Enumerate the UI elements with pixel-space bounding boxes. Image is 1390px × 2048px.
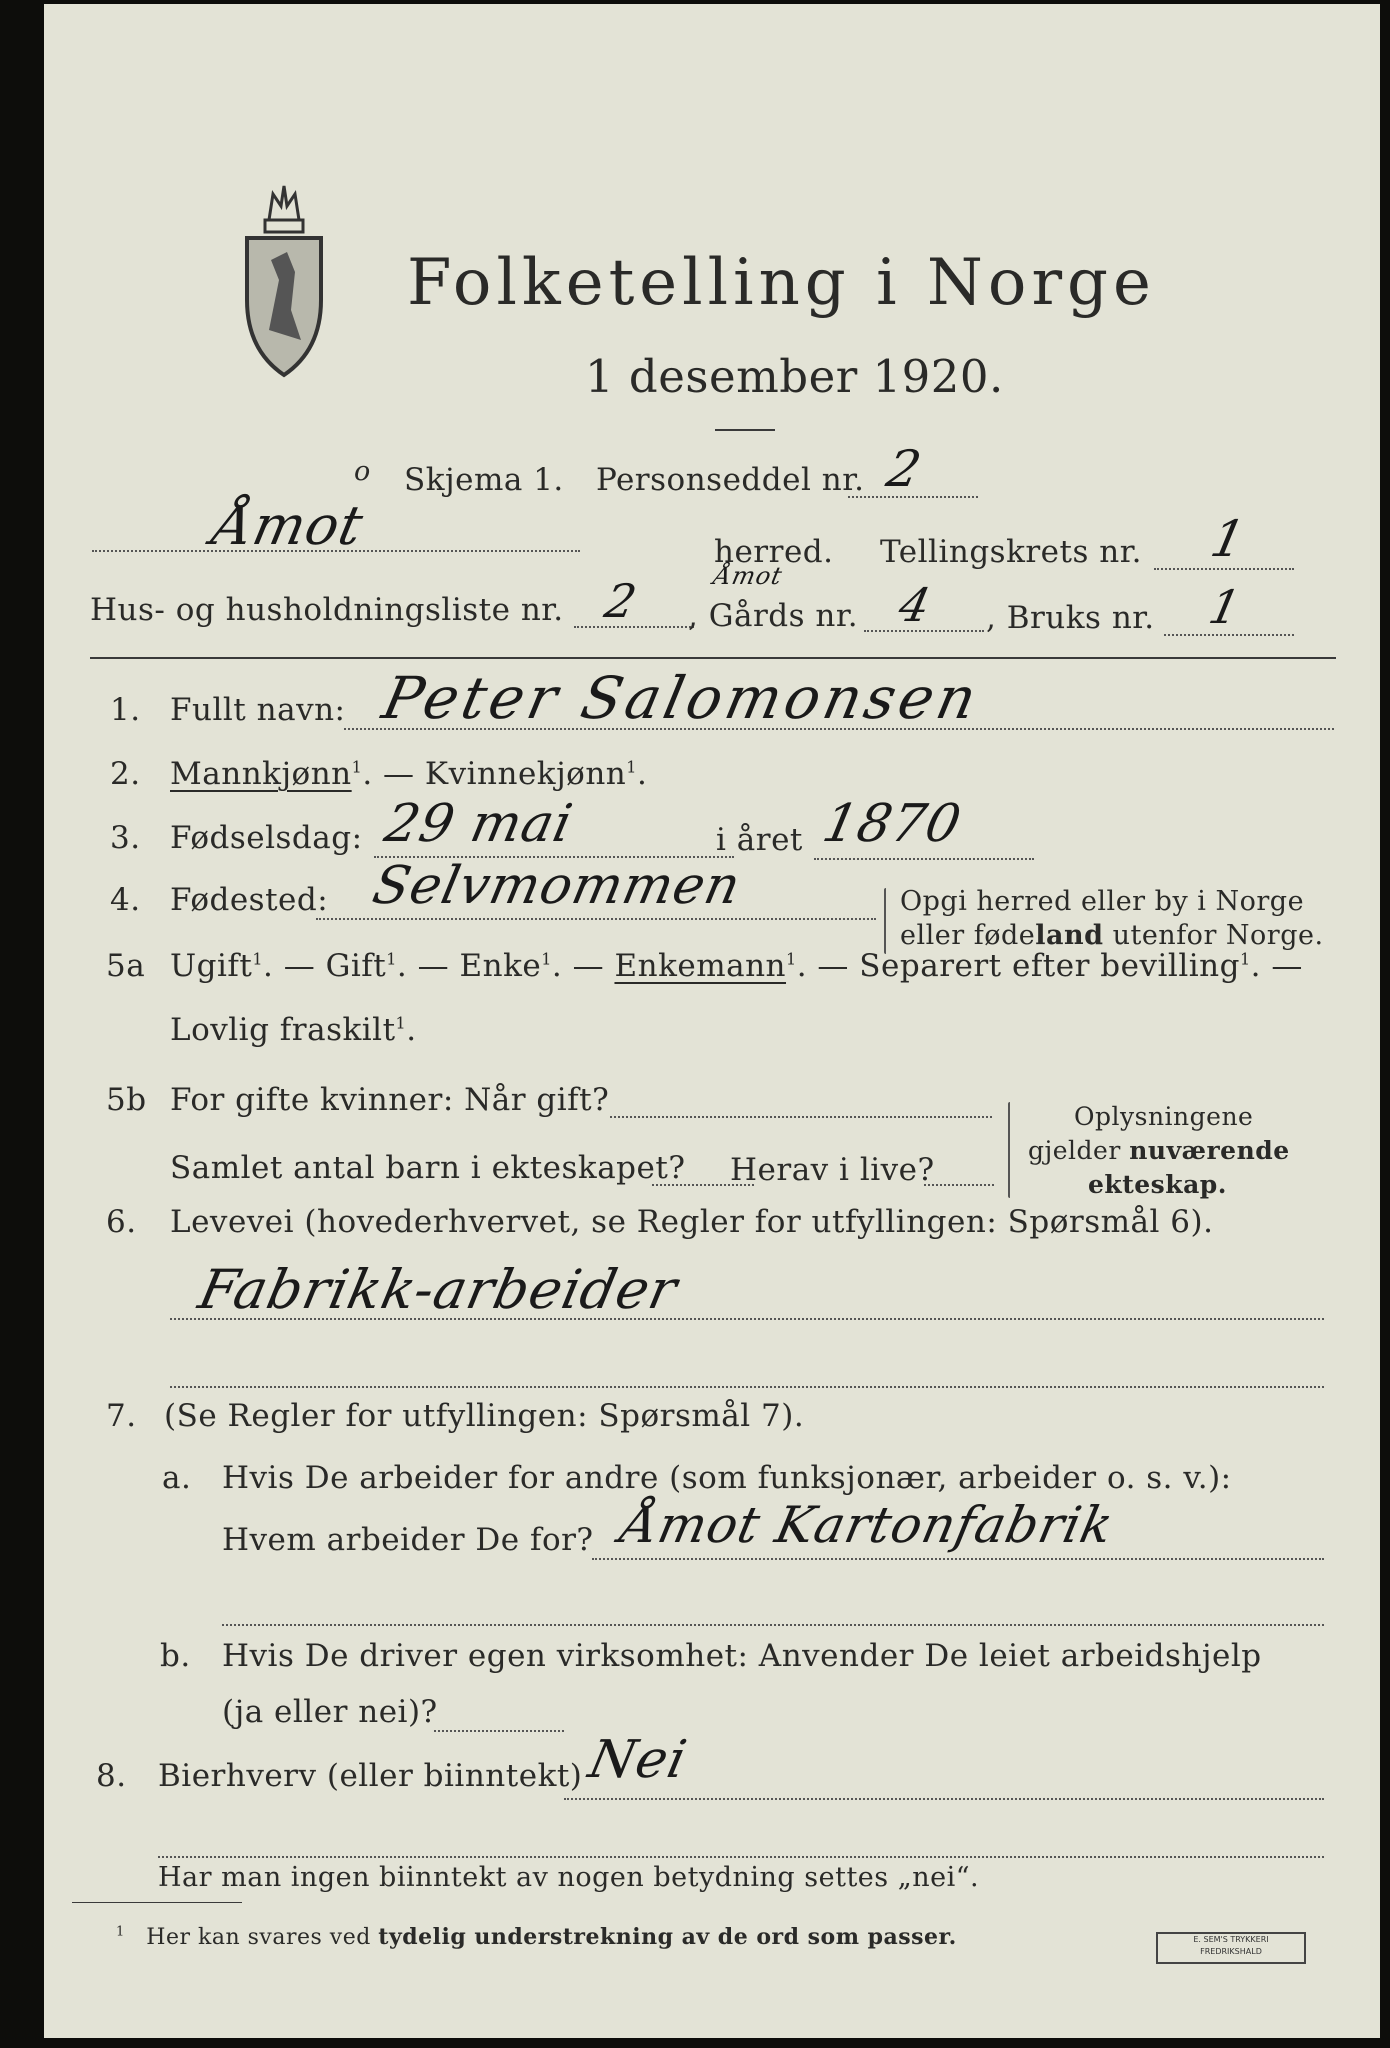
header-divider (90, 657, 1336, 659)
herred-label: herred. (714, 534, 834, 570)
footnote-divider (72, 1902, 242, 1903)
census-form (44, 4, 1380, 2038)
gards-label: , Gårds nr. (688, 598, 859, 634)
q6-label: Levevei (hovederhvervet, se Regler for utfyllingen: Spørsmål 6). (170, 1204, 1214, 1240)
herred-value: Åmot (207, 494, 370, 557)
q6-value: Fabrikk-arbeider (193, 1258, 684, 1321)
printer-stamp: E. SEM'S TRYKKERI FREDRIKSHALD (1156, 1932, 1306, 1964)
q8-label: Bierhverv (eller biinntekt) (158, 1758, 583, 1794)
skjema-prefix: o (354, 456, 371, 487)
q4-note-line2: eller fødeland utenfor Norge. (900, 920, 1324, 951)
q5a-fraskilt-line: Lovlig fraskilt$^1$. (170, 1012, 417, 1048)
coat-of-arms-icon (239, 180, 329, 380)
q2-options: Mannkjønn$^1$. — Kvinnekjønn$^1$. (170, 756, 648, 792)
q7b-field[interactable] (434, 1730, 564, 1732)
tellingskrets-value: 1 (1205, 510, 1251, 568)
q5b-note-brace (1008, 1102, 1010, 1198)
q7-number: 7. (106, 1398, 137, 1434)
q5b-married-field[interactable] (610, 1116, 992, 1118)
bruks-value: 1 (1204, 580, 1247, 634)
q5a-fraskilt-option[interactable]: Lovlig fraskilt (170, 1012, 396, 1048)
q1-value: Peter Salomonsen (376, 664, 987, 732)
bruks-field[interactable] (1164, 634, 1294, 636)
q4-note-brace (884, 888, 886, 954)
q7a-field-1[interactable] (592, 1558, 1324, 1560)
q7-label: (Se Regler for utfyllingen: Spørsmål 7). (164, 1398, 805, 1434)
q5b-line1: For gifte kvinner: Når gift? (170, 1082, 610, 1118)
q3-year-label: i året (716, 822, 803, 858)
q5a-ugift-option[interactable]: Ugift (170, 948, 253, 984)
q3-number: 3. (110, 820, 141, 856)
q6-number: 6. (106, 1204, 137, 1240)
q4-number: 4. (110, 882, 141, 918)
skjema-label: Skjema 1. (404, 462, 564, 498)
q5b-number: 5b (106, 1082, 147, 1118)
q3-label: Fødselsdag: (170, 820, 363, 856)
q5b-note-line2: gjelder nuværende (1028, 1136, 1290, 1165)
q5b-note-line1: Oplysningene (1074, 1102, 1254, 1131)
q5b-alive-field[interactable] (924, 1184, 994, 1186)
q7a-field-2[interactable] (222, 1624, 1324, 1626)
q1-label: Fullt navn: (170, 692, 346, 728)
q5b-line2b: Herav i live? (730, 1152, 935, 1188)
q2-number: 2. (110, 756, 141, 792)
personseddel-label: Personseddel nr. (596, 462, 865, 498)
q4-label: Fødested: (170, 882, 329, 918)
q4-field[interactable] (316, 918, 876, 920)
q3-year-value: 1870 (817, 794, 967, 854)
q8-field-2[interactable] (158, 1856, 1324, 1858)
q5a-enkemann-option[interactable]: Enkemann (614, 948, 787, 984)
gards-value: 4 (894, 578, 937, 632)
hus-label: Hus- og husholdningsliste nr. (90, 592, 564, 628)
q2-male-option[interactable]: Mannkjønn (170, 756, 352, 792)
q8-number: 8. (96, 1758, 127, 1794)
q1-number: 1. (110, 692, 141, 728)
title-divider (715, 429, 775, 431)
q7a-value: Åmot Kartonfabrik (615, 1496, 1119, 1554)
q7a-number: a. (162, 1460, 192, 1496)
q5b-note-line3: ekteskap. (1088, 1170, 1227, 1199)
gards-annotation: Åmot (711, 562, 786, 590)
q8-field-1[interactable] (564, 1798, 1324, 1800)
q7a-line2: Hvem arbeider De for? (222, 1522, 594, 1558)
q7b-line1: Hvis De driver egen virksomhet: Anvender De leiet arbeidshjelp (222, 1638, 1262, 1674)
q5a-number: 5a (106, 948, 146, 984)
q8-note: Har man ingen biinntekt av nogen betydning settes „nei“. (158, 1862, 980, 1893)
tellingskrets-field[interactable] (1154, 568, 1294, 570)
q7a-line1: Hvis De arbeider for andre (som funksjonær, arbeider o. s. v.): (222, 1460, 1232, 1496)
hus-value: 2 (600, 574, 643, 628)
tellingskrets-label: Tellingskrets nr. (880, 534, 1142, 570)
personseddel-value: 2 (881, 440, 927, 498)
q8-value: Nei (583, 1730, 693, 1790)
q2-female-option[interactable]: Kvinnekjønn (424, 756, 627, 792)
hus-field[interactable] (574, 626, 694, 628)
q4-value: Selvmommen (367, 856, 747, 916)
q3-day-value: 29 mai (379, 794, 579, 854)
form-title: Folketelling i Norge (407, 246, 1156, 320)
q4-note-line1: Opgi herred eller by i Norge (900, 886, 1305, 917)
q5b-line2a: Samlet antal barn i ekteskapet? (170, 1150, 686, 1186)
q5a-options: Ugift$^1$. — Gift$^1$. — Enke$^1$. — Enkemann$^1$. — Separert efter bevilling$^1$. — (170, 948, 1303, 984)
footnote: $^1$ Her kan svares ved tydelig understrekning av de ord som passer. (116, 1924, 957, 1950)
q5a-separert-option[interactable]: Separert efter bevilling (859, 948, 1240, 984)
q7b-line2: (ja eller nei)? (222, 1694, 438, 1730)
form-date: 1 desember 1920. (585, 350, 1004, 403)
q3-year-field[interactable] (814, 858, 1034, 860)
q5a-enke-option[interactable]: Enke (459, 948, 542, 984)
q6-field-2[interactable] (170, 1386, 1324, 1388)
q5a-gift-option[interactable]: Gift (325, 948, 387, 984)
bruks-label: , Bruks nr. (986, 600, 1155, 636)
q7b-number: b. (160, 1638, 191, 1674)
